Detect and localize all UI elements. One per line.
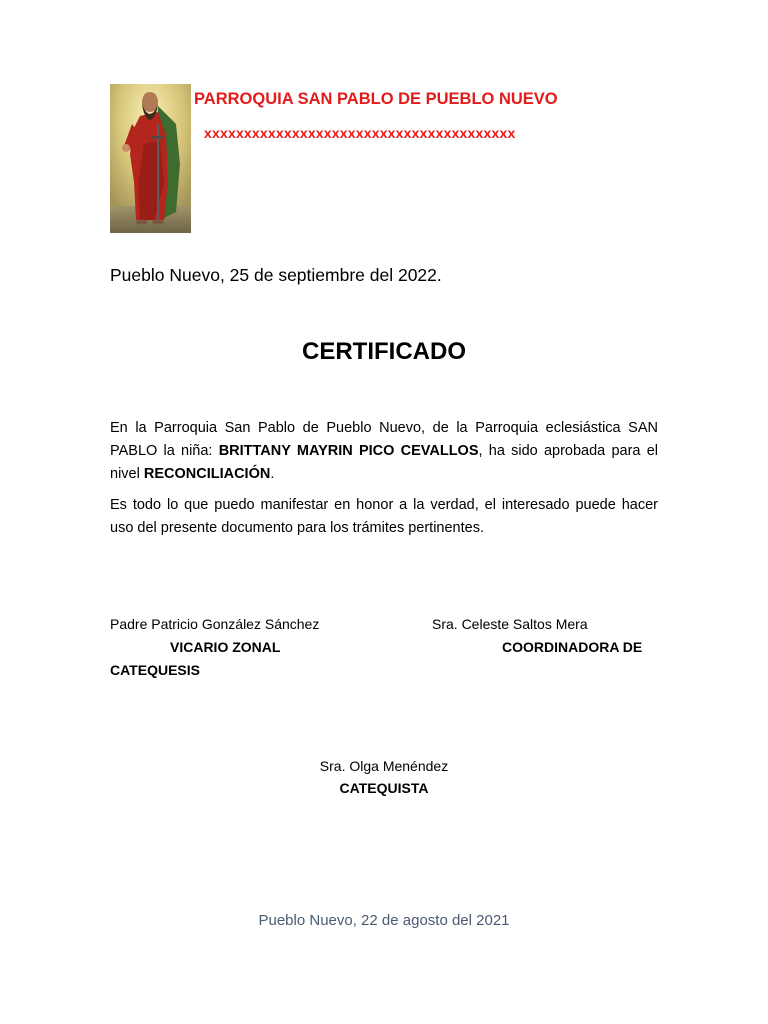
signatory-name: Sra. Olga Menéndez [319,758,449,774]
parish-name: PARROQUIA SAN PABLO DE PUEBLO NUEVO [194,90,558,108]
document-title: CERTIFICADO [302,338,466,365]
saint-paul-image [110,84,191,233]
paragraph-text: . [270,466,275,482]
issue-date: Pueblo Nuevo, 25 de septiembre del 2022. [110,265,442,285]
signatory-title: VICARIO ZONAL [170,639,281,655]
certificate-paragraph [110,417,658,486]
paragraph-text: En la Parroquia San Pablo de Pueblo Nuevo, de la Parroquia eclesiástica SAN PABLO la niña: [110,420,658,459]
parish-placeholder-line: xxxxxxxxxxxxxxxxxxxxxxxxxxxxxxxxxxxxxxx [204,125,516,141]
footer-date: Pueblo Nuevo, 22 de agosto del 2021 [258,912,510,929]
signatory-title: COORDINADORA DE [502,639,643,655]
signatory-name: Padre Patricio González Sánchez [110,616,320,632]
signatory-title: CATEQUESIS [110,662,200,678]
student-name: BRITTANY MAYRIN PICO CEVALLOS [218,443,479,459]
paragraph-text: , ha sido aprobada para el nivel [110,443,658,482]
signatory-name: Sra. Celeste Saltos Mera [432,616,588,632]
closing-paragraph: Es todo lo que puedo manifestar en honor a la verdad, el interesado puede hacer uso del presente documento para los trámites pertinentes. [110,497,658,536]
level-name: RECONCILIACIÓN [143,466,271,482]
signatory-title: CATEQUISTA [339,780,429,796]
